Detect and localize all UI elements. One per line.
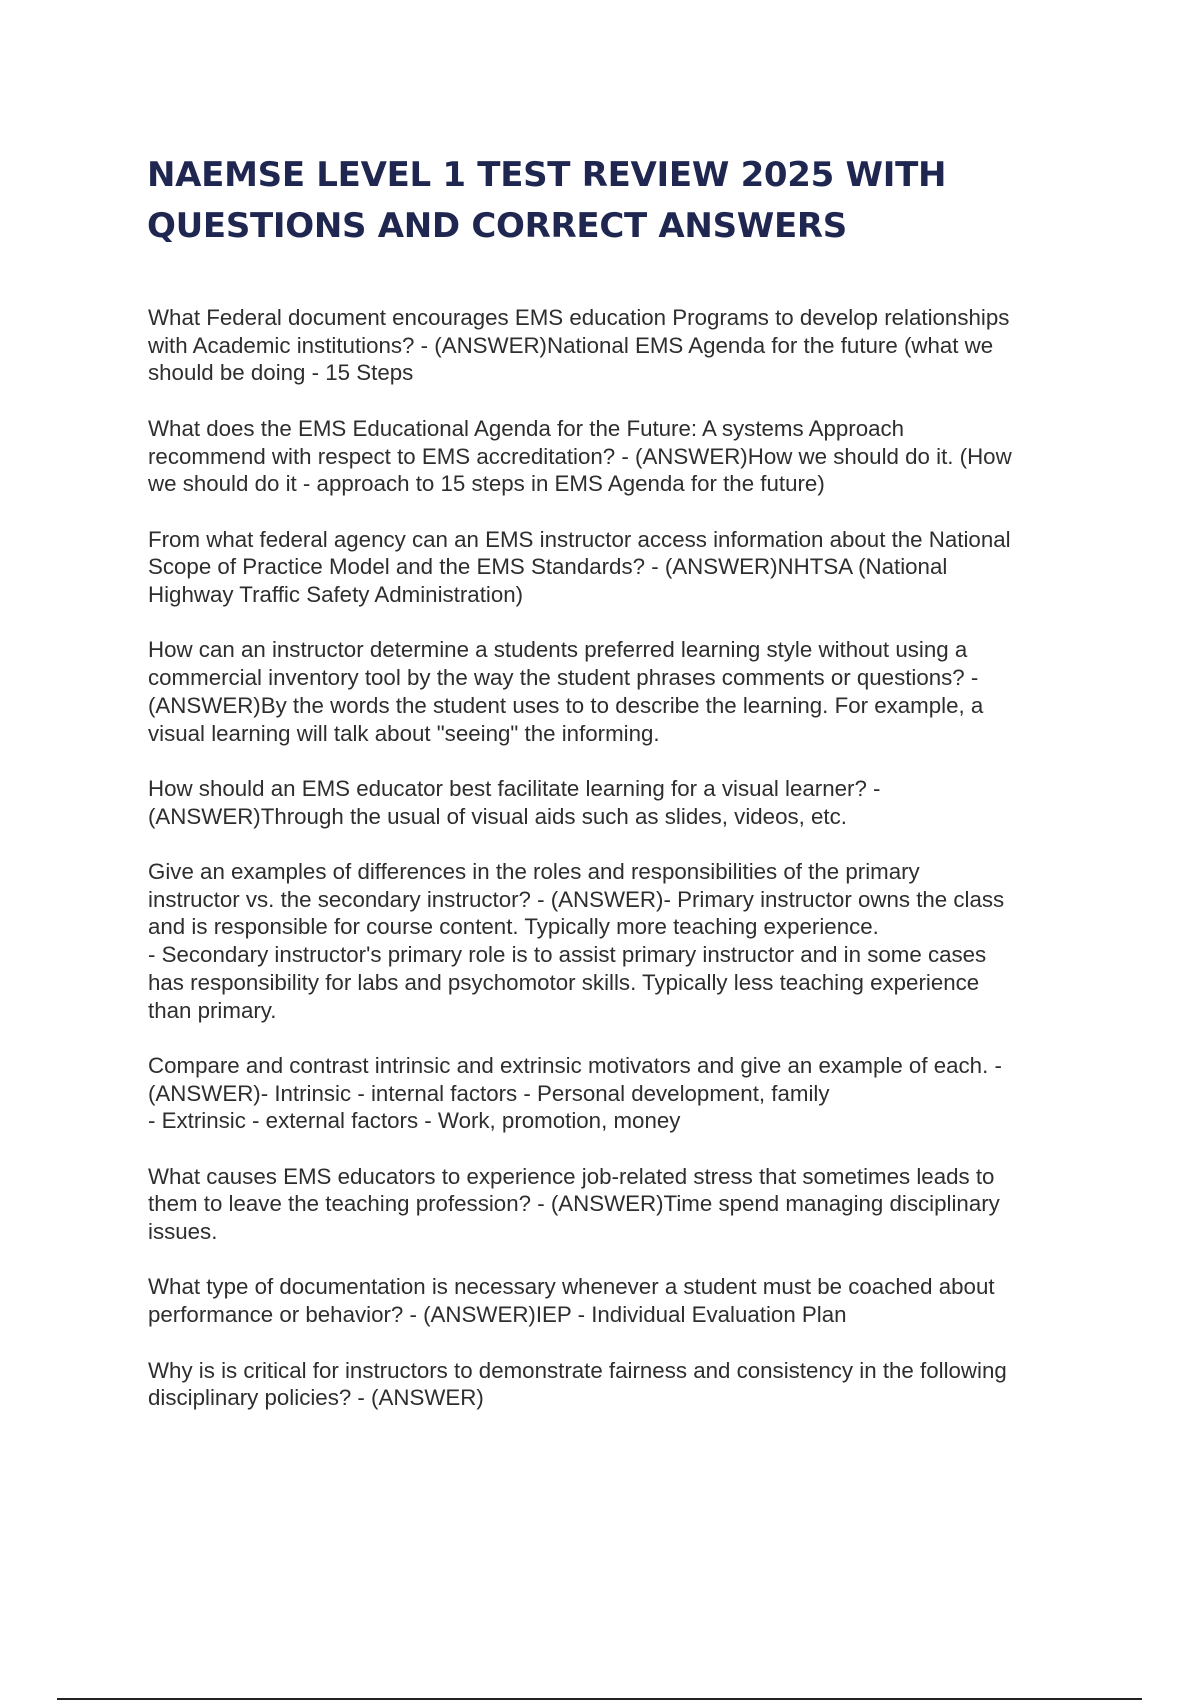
document-title: NAEMSE LEVEL 1 TEST REVIEW 2025 WITH QUESTIONS AND CORRECT ANSWERS: [147, 155, 947, 246]
qa-item: How should an EMS educator best facilitate learning for a visual learner? - (ANSWER)Through the usual of visual aids such as slides, videos, etc.: [148, 775, 881, 829]
qa-item: What causes EMS educators to experience job-related stress that sometimes leads to them to leave the teaching profession? - (ANSWER)Time spend managing disciplinary issues.: [148, 1163, 1000, 1245]
qa-item: What type of documentation is necessary whenever a student must be coached about performance or behavior? - (ANSWER)IEP - Individual Evaluation Plan: [148, 1274, 995, 1328]
qa-item: From what federal agency can an EMS instructor access information about the National Scope of Practice Model and the EMS Standards? - (ANSWER)NHTSA (National Highway Traffic Safety Administration): [148, 526, 1011, 607]
qa-item: Give an examples of differences in the roles and responsibilities of the primary instructor vs. the secondary instructor? - (ANSWER)- Primary instructor owns the class and is responsible for course content. Typically more teaching experience. - Secondary instructor's primary role is to assist primary instructor and in some cases has responsibility for labs and psychomotor skills. Typically less teaching experience than primary.: [148, 858, 1005, 1023]
qa-item: What Federal document encourages EMS education Programs to develop relationships with Academic institutions? - (ANSWER)National EMS Agenda for the future (what we should be doing - 15 Steps: [148, 305, 1010, 386]
qa-item: Why is is critical for instructors to demonstrate fairness and consistency in the following disciplinary policies? - (ANSWER): [148, 1357, 1007, 1411]
qa-item: Compare and contrast intrinsic and extrinsic motivators and give an example of each. - (ANSWER)- Intrinsic - internal factors - Personal development, family - Extrinsic - external factors - Work, promotion, money: [148, 1052, 1002, 1134]
qa-list: [148, 304, 1093, 1440]
qa-item: What does the EMS Educational Agenda for the Future: A systems Approach recommend with respect to EMS accreditation? - (ANSWER)How we should do it. (How we should do it - approach to 15 steps in EMS Agenda for the future): [148, 415, 1012, 497]
qa-item: How can an instructor determine a students preferred learning style without using a commercial inventory tool by the way the student phrases comments or questions? - (ANSWER)By the words the student uses to to describe the learning. For example, a visual learning will talk about "seeing" the informing.: [148, 637, 984, 746]
